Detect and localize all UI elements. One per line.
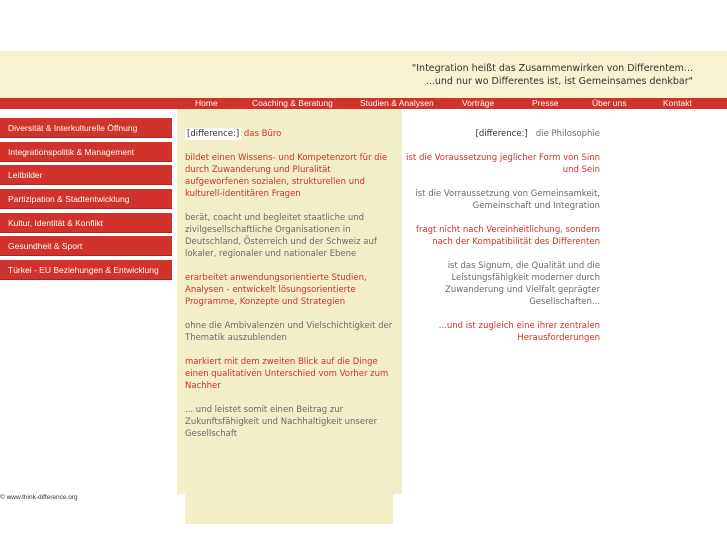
- buero-paragraph: erarbeitet anwendungsorientierte Studien, Analysen - entwickelt lösungsorientierte Programme, Konzepte und Strategien: [185, 273, 367, 307]
- nav-vortraege[interactable]: Vorträge: [462, 98, 495, 108]
- nav-presse[interactable]: Presse: [532, 98, 559, 108]
- sidebar-item-integrationspolitik[interactable]: Integrationspolitik & Management: [0, 142, 172, 162]
- nav-studien-analysen[interactable]: Studien & Analysen: [360, 98, 434, 108]
- sidebar-item-kultur[interactable]: Kultur, Identität & Konflikt: [0, 213, 172, 233]
- philosophie-heading-text: die Philosophie: [535, 129, 600, 139]
- sidebar-item-diversitaet[interactable]: Diversität & Interkulturelle Öffnung: [0, 118, 172, 138]
- buero-heading: [185, 128, 393, 140]
- footer-copyright[interactable]: © www.think-difference.org: [0, 494, 78, 501]
- buero-paragraph: ohne die Ambivalenzen und Vielschichtigkeit der Thematik auszublenden: [185, 321, 393, 343]
- philosophie-paragraph: fragt nicht nach Vereinheitlichung, sondern nach der Kompatibilität des Differenten: [415, 225, 600, 247]
- philosophie-paragraph: ist das Signum, die Qualität und die Leistungsfähigkeit moderner durch Zuwanderung und Vielfalt geprägter Gesellschaften...: [445, 261, 600, 307]
- header-quote: [412, 62, 693, 88]
- philosophie-paragraph: ist die Vorraussetzung von Gemeinsamkeit, Gemeinschaft und Integration: [415, 189, 600, 211]
- buero-section: [185, 128, 393, 452]
- buero-paragraph: bildet einen Wissens- und Kompetenzort für die durch Zuwanderung und Pluralität aufgeworfenen sozialen, strukturellen und kulturell-identitären Fragen: [185, 153, 388, 199]
- quote-line-1: "Integration heißt das Zusammenwirken von Differentem...: [411, 63, 693, 74]
- nav-kontakt[interactable]: Kontakt: [663, 98, 692, 108]
- nav-home[interactable]: Home: [195, 98, 218, 108]
- philosophie-section: [405, 128, 600, 356]
- sidebar-item-gesundheit[interactable]: Gesundheit & Sport: [0, 236, 172, 256]
- philosophie-paragraph: ...und ist zugleich eine ihrer zentralen Herausforderungen: [438, 321, 600, 343]
- brand-label: [difference:]: [187, 129, 240, 139]
- main-navigation: [0, 98, 727, 109]
- buero-paragraph: ... und leistet somit einen Beitrag zur Zukunftsfähigkeit und Nachhaltigkeit unserer Gesellschaft: [185, 405, 378, 439]
- nav-ueber-uns[interactable]: Über uns: [592, 98, 627, 108]
- philosophie-heading: [405, 128, 600, 140]
- quote-line-2: ...und nur wo Differentes ist, ist Gemeinsames denkbar": [425, 76, 693, 87]
- sidebar-item-partizipation[interactable]: Partizipation & Stadtentwicklung: [0, 189, 172, 209]
- buero-column-footer-block: [185, 494, 393, 524]
- sidebar-menu: [0, 118, 172, 284]
- philosophie-paragraph: ist die Voraussetzung jeglicher Form von Sinn und Sein: [406, 153, 600, 175]
- buero-paragraph: markiert mit dem zweiten Blick auf die Dinge einen qualitativen Unterschied vom Vorher zum Nachher: [185, 357, 389, 391]
- buero-heading-text: das Büro: [243, 129, 282, 139]
- sidebar-item-tuerkei-eu[interactable]: Türkei - EU Beziehungen & Entwicklung: [0, 260, 172, 280]
- brand-label: [difference:]: [475, 129, 528, 139]
- nav-coaching-beratung[interactable]: Coaching & Beratung: [252, 98, 333, 108]
- sidebar-item-leitbilder[interactable]: Leitbilder: [0, 165, 172, 185]
- buero-paragraph: berät, coacht und begleitet staatliche und zivilgesellschaftliche Organisationen in Deutschland, Österreich und der Schweiz auf lokaler, regionaler und nationaler Ebene: [185, 213, 377, 259]
